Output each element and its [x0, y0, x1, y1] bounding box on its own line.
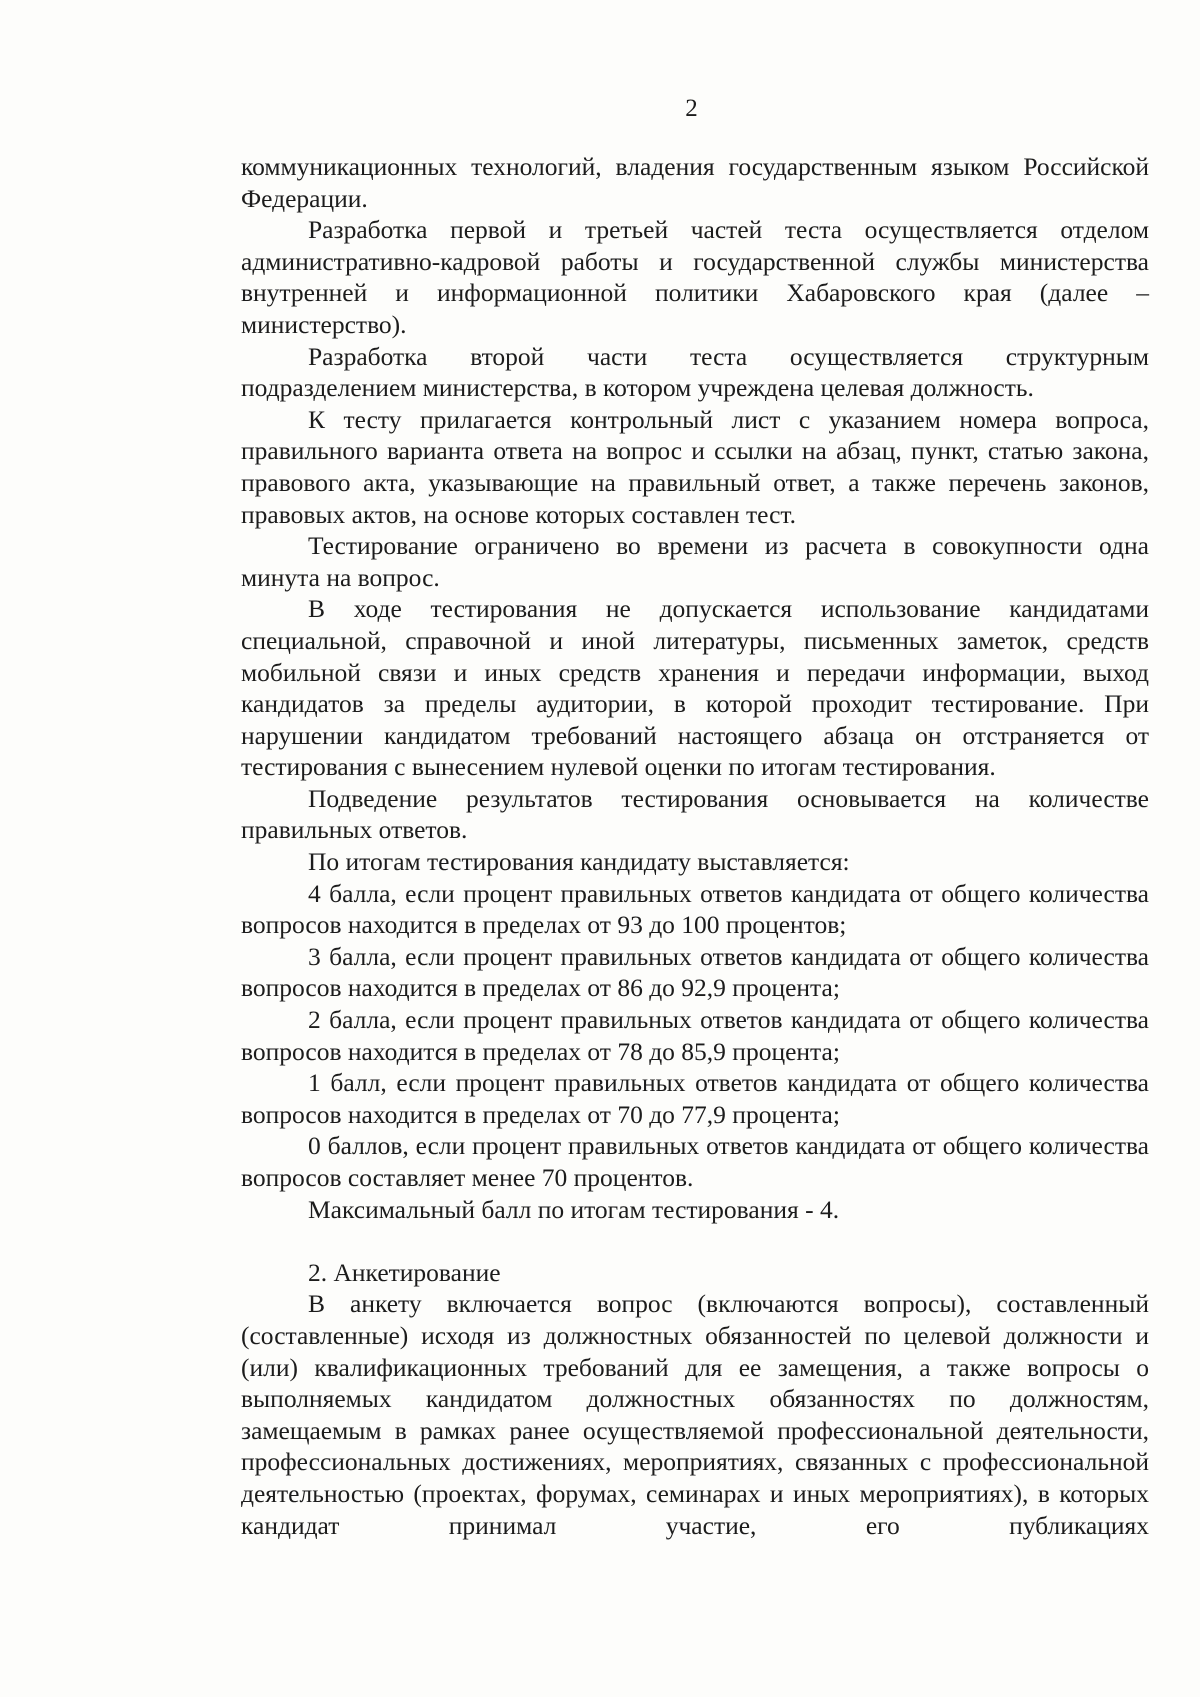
paragraph-score-4: 4 балла, если процент правильных ответов кандидата от общего количества вопросов находится в пределах от 93 до 100 процентов;: [241, 878, 1149, 940]
paragraph-restrictions: В ходе тестирования не допускается использование кандидатами специальной, справочной и иной литературы, письменных заметок, средств мобильной связи и иных средств хранения и передачи информации, выход кандидатов за пределы аудитории, в которой проходит тестирование. При нарушении кандидатом требований настоящего абзаца он отстраняется от тестирования с вынесением нулевой оценки по итогам тестирования.: [241, 594, 1149, 782]
paragraph-test-development: Разработка первой и третьей частей теста осуществляется отделом административно-кадровой работы и государственной службы министерства внутренней и информационной политики Хабаровского края (далее – министерство).: [241, 215, 1149, 339]
paragraph-score-1: 1 балл, если процент правильных ответов кандидата от общего количества вопросов находится в пределах от 70 до 77,9 процента;: [241, 1068, 1149, 1129]
paragraph-control-sheet: К тесту прилагается контрольный лист с указанием номера вопроса, правильного варианта ответа на вопрос и ссылки на абзац, пункт, статью закона, правового акта, указывающие на правильный ответ, а также перечень законов, правовых актов, на основе которых составлен тест.: [241, 404, 1149, 529]
paragraph-questionnaire: В анкету включается вопрос (включаются вопросы), составленный (составленные) исходя из должностных обязанностей по целевой должности и (или) квалификационных требований для ее замещения, а также вопросы о выполняемых кандидатом должностных обязанностях по должностям, замещаемым в рамках ранее осуществляемой профессиональной деятельности, профессиональных достижениях, мероприятиях, связанных с профессиональной деятельностью (проектах, форумах, семинарах и иных мероприятиях), в которых кандидат принимал участие, его публикациях: [241, 1289, 1149, 1540]
document-body: [241, 151, 1149, 1541]
paragraph-score-2: 2 балла, если процент правильных ответов кандидата от общего количества вопросов находится в пределах от 78 до 85,9 процента;: [241, 1005, 1149, 1066]
paragraph-time-limit: Тестирование ограничено во времени из расчета в совокупности одна минута на вопрос.: [241, 531, 1149, 592]
paragraph-continuation: коммуникационных технологий, владения государственным языком Российской Федерации.: [241, 152, 1149, 213]
paragraph-scoring-intro: По итогам тестирования кандидату выставляется:: [308, 847, 850, 877]
paragraph-score-3: 3 балла, если процент правильных ответов кандидата от общего количества вопросов находится в пределах от 86 до 92,9 процента;: [241, 941, 1149, 1003]
paragraph-results-basis: Подведение результатов тестирования основывается на количестве правильных ответов.: [241, 783, 1149, 845]
page-number: 2: [685, 95, 698, 122]
paragraph-max-score: Максимальный балл по итогам тестирования - 4.: [308, 1194, 840, 1224]
paragraph-second-part: Разработка второй части теста осуществляется структурным подразделением министерства, в котором учреждена целевая должность.: [241, 341, 1149, 403]
paragraph-score-0: 0 баллов, если процент правильных ответов кандидата от общего количества вопросов составляет менее 70 процентов.: [241, 1131, 1149, 1192]
section-heading: 2. Анкетирование: [308, 1257, 501, 1287]
section-spacer: [241, 1225, 1149, 1257]
